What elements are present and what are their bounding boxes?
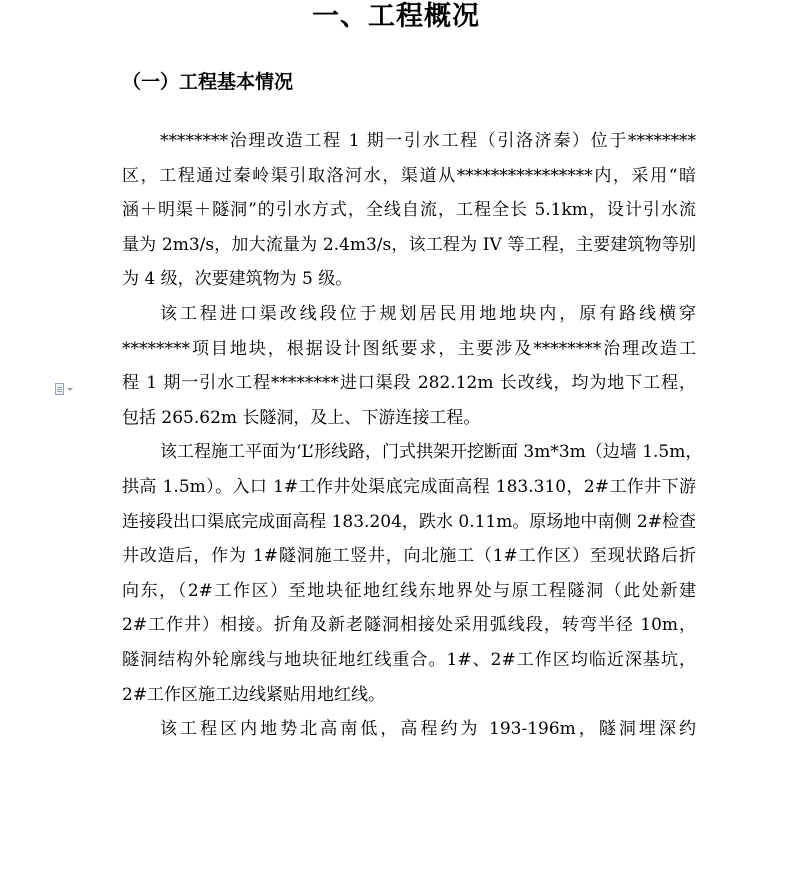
paragraph-options-button[interactable]	[55, 381, 81, 397]
chevron-down-icon	[67, 388, 73, 391]
text-line: 为 4 级，次要建筑物为 5 级。	[122, 269, 353, 290]
text-line: 2#工作区施工边线紧贴用地红线。	[122, 684, 386, 705]
text-line: 涵＋明渠＋隧洞”的引水方式，全线自流，工程全长 5.1km，设计引水流	[122, 200, 696, 221]
text-line: 该工程施工平面为‘L’形线路，门式拱架开挖断面 3m*3m（边墙 1.5m，	[160, 442, 703, 463]
text-line: 向东，（2#工作区）至地块征地红线东地界处与原工程隧洞（此处新建	[122, 580, 696, 601]
text-line: 2#工作井）相接。折角及新老隧洞相接处采用弧线段，转弯半径 10m，	[122, 615, 696, 636]
document-icon	[55, 383, 64, 395]
text-line: 量为 2m3/s，加大流量为 2.4m3/s，该工程为 IV 等工程，主要建筑物等别	[122, 234, 696, 255]
text-line: ********项目地块，根据设计图纸要求，主要涉及********治理改造工	[122, 338, 696, 359]
text-line: 井改造后，作为 1#隧洞施工竖井，向北施工（1#工作区）至现状路后折	[122, 546, 696, 567]
text-line: 程 1 期一引水工程********进口渠段 282.12m 长改线，均为地下工程，	[122, 373, 696, 394]
section-heading: （一）工程基本情况	[122, 71, 294, 93]
page-title: 一、工程概况	[312, 1, 480, 32]
document-body	[122, 124, 703, 747]
text-line: 拱高 1.5m）。入口 1#工作井处渠底完成面高程 183.310，2#工作井下游	[122, 476, 696, 497]
text-line: ********治理改造工程 1 期一引水工程（引洛济秦）位于********	[160, 131, 696, 151]
text-line: 该工程进口渠改线段位于规划居民用地地块内，原有路线横穿	[160, 303, 696, 324]
text-line: 隧洞结构外轮廓线与地块征地红线重合。1#、2#工作区均临近深基坑，	[122, 649, 696, 670]
text-line: 该工程区内地势北高南低，高程约为 193-196m，隧洞埋深约	[160, 719, 696, 740]
text-line: 包括 265.62m 长隧洞，及上、下游连接工程。	[122, 407, 481, 428]
text-line: 连接段出口渠底完成面高程 183.204，跌水 0.11m。原场地中南侧 2#检查	[122, 511, 696, 532]
text-line: 区，工程通过秦岭渠引取洛河水，渠道从****************内，采用“暗	[122, 165, 696, 186]
